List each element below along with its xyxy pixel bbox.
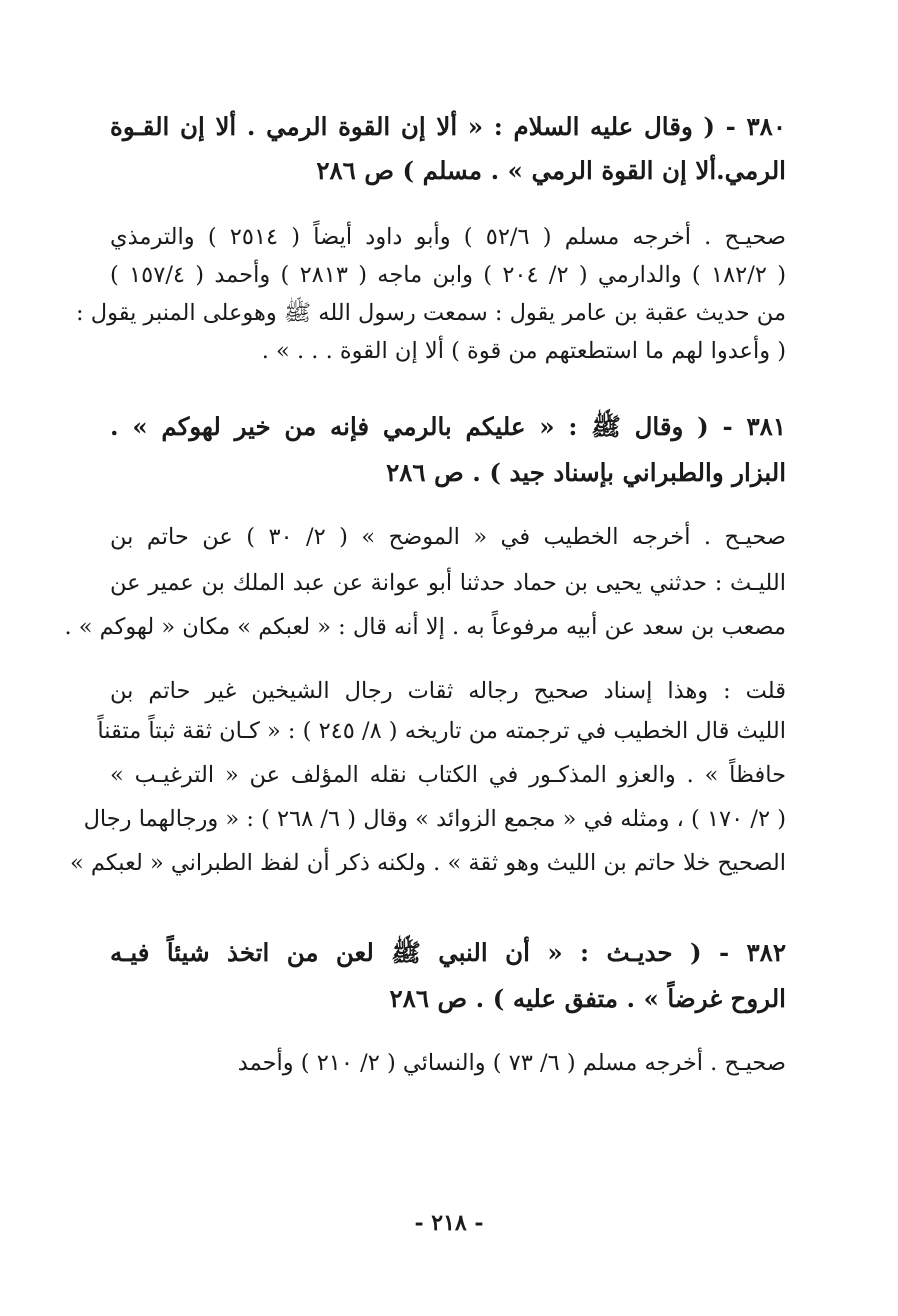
hadith-380-line-1: ٣٨٠ - ( وقال عليه السلام : « ألا إن القوة الرمي . ألا إن القـوة bbox=[110, 112, 786, 141]
commentary-381b-line-4: ( ٢/ ١٧٠ ) ، ومثله في « مجمع الزوائد » وقال ( ٦/ ٢٦٨ ) : « ورجالهما رجال bbox=[83, 806, 786, 832]
hadith-381-line-2: البزار والطبراني بإسناد جيد ) . ص ٢٨٦ bbox=[386, 458, 786, 487]
hadith-382-line-1: ٣٨٢ - ( حديـث : « أن النبي ﷺ لعن من اتخذ شيئاً فيـه bbox=[110, 938, 786, 967]
commentary-381b-line-2: الليث قال الخطيب في ترجمته من تاريخه ( ٨/ ٢٤٥ ) : « كـان ثقة ثبتاً متقناً bbox=[97, 718, 786, 744]
commentary-381b-line-1: قلت : وهذا إسناد صحيح رجاله ثقات رجال الشيخين غير حاتم بن bbox=[110, 678, 786, 704]
commentary-381b-line-5: الصحيح خلا حاتم بن الليث وهو ثقة » . ولكنه ذكر أن لفظ الطبراني « لعبكم » bbox=[69, 850, 786, 876]
page-number: - ٢١٨ - bbox=[414, 1210, 484, 1236]
hadith-381-line-1: ٣٨١ - ( وقال ﷺ : « عليكم بالرمي فإنه من خير لهوكم » . bbox=[110, 412, 786, 441]
hadith-382-line-2: الروح غرضاً » . متفق عليه ) . ص ٢٨٦ bbox=[389, 984, 786, 1013]
hadith-380-line-2: الرمي.ألا إن القوة الرمي » . مسلم ) ص ٢٨٦ bbox=[316, 156, 786, 185]
commentary-381a-line-1: صحيـح . أخرجه الخطيب في « الموضح » ( ٢/ ٣٠ ) عن حاتم بن bbox=[110, 524, 786, 550]
commentary-381b-line-3: حافظاً » . والعزو المذكـور في الكتاب نقله المؤلف عن « الترغيـب » bbox=[110, 762, 786, 788]
commentary-380-line-3: من حديث عقبة بن عامر يقول : سمعت رسول الله ﷺ وهوعلى المنبر يقول : bbox=[76, 300, 786, 326]
commentary-380-line-4: ( وأعدوا لهم ما استطعتهم من قوة ) ألا إن القوة . . . » . bbox=[261, 338, 786, 364]
commentary-380-line-1: صحيـح . أخرجه مسلم ( ٥٢/٦ ) وأبو داود أيضاً ( ٢٥١٤ ) والترمذي bbox=[110, 224, 787, 250]
commentary-381a-line-3: مصعب بن سعد عن أبيه مرفوعاً به . إلا أنه قال : « لعبكم » مكان « لهوكم » . bbox=[64, 614, 786, 640]
commentary-381a-line-2: الليـث : حدثني يحيى بن حماد حدثنا أبو عوانة عن عبد الملك بن عمير عن bbox=[110, 570, 786, 596]
commentary-380-line-2: ( ١٨٢/٢ ) والدارمي ( ٢/ ٢٠٤ ) وابن ماجه ( ٢٨١٣ ) وأحمد ( ١٥٧/٤ ) bbox=[110, 262, 786, 288]
commentary-382-line-1: صحيـح . أخرجه مسلم ( ٦/ ٧٣ ) والنسائي ( ٢/ ٢١٠ ) وأحمد bbox=[237, 1050, 786, 1076]
